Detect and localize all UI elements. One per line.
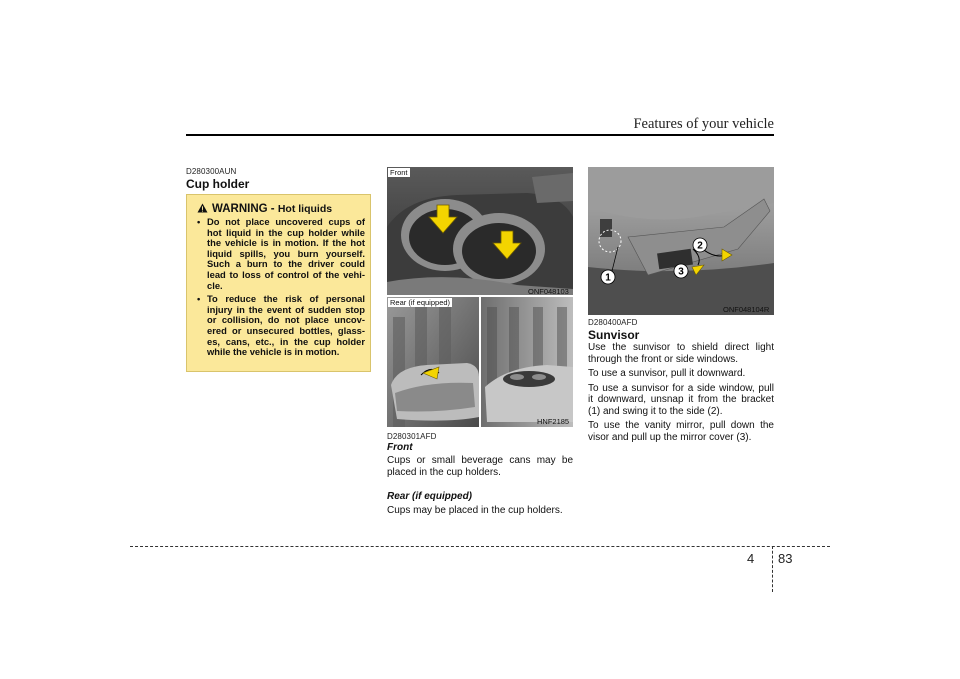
chapter-number: 4 <box>747 551 755 566</box>
front-subtitle: Front <box>387 442 413 453</box>
callout-1 <box>601 270 615 284</box>
sunvisor-body <box>588 342 774 443</box>
warning-list <box>195 217 365 361</box>
cup-text-code: D280301AFD <box>387 432 437 441</box>
callout-3 <box>674 264 688 278</box>
front-image-label: Front <box>390 168 408 177</box>
warning-dash: - <box>267 203 278 215</box>
warning-item: • To reduce the risk of personal injury in the event of sudden stop or collision, do not place uncov-ered or unsecured bottles, glass-es, cans, etc., in the cup holder while the vehicle is in motion. <box>197 293 365 358</box>
svg-text:3: 3 <box>678 266 684 278</box>
page-number: 83 <box>778 551 793 566</box>
rear-subtitle: Rear (if equipped) <box>387 491 473 502</box>
warning-label: WARNING <box>212 203 268 215</box>
svg-text:2: 2 <box>697 240 703 252</box>
footer-divider <box>772 546 773 592</box>
rear-body: Cups may be placed in the cup holders. <box>387 505 563 516</box>
sunvisor-illustration <box>588 167 774 315</box>
svg-text:1: 1 <box>605 272 611 284</box>
sunvisor-paragraph: To use the vanity mirror, pull down the visor and pull up the mirror cover (3). <box>588 420 774 443</box>
rear-image-label: Rear (if equipped) <box>390 298 451 307</box>
sunvisor-paragraph: Use the sunvisor to shield direct light through the front or side windows. <box>588 342 774 365</box>
warning-heading <box>197 203 332 215</box>
cup-holder-title: Cup holder <box>186 177 250 191</box>
callout-2 <box>693 238 707 252</box>
warning-subject: Hot liquids <box>277 203 333 215</box>
front-body: Cups or small beverage cans may be placed in the cup holders. <box>387 455 573 478</box>
sunvisor-paragraph: To use a sunvisor, pull it downward. <box>588 368 746 379</box>
footer-rule <box>130 546 830 547</box>
section-title: Features of your vehicle <box>633 116 774 132</box>
sunvisor-paragraph: To use a sunvisor for a side window, pull it downward, unsnap it from the bracket (1) and swing it to the side (2). <box>588 382 774 417</box>
cup-holder-illustration <box>387 167 573 427</box>
sunvisor-code: D280400AFD <box>588 318 638 327</box>
sunvisor-image-code: ONF048104R <box>723 305 770 314</box>
header-rule <box>186 134 774 136</box>
cup-holder-code: D280300AUN <box>186 167 237 176</box>
warning-box <box>186 194 371 372</box>
front-image-code: ONF048103 <box>528 287 569 296</box>
warning-triangle-icon <box>197 203 208 213</box>
sunvisor-title: Sunvisor <box>588 328 640 342</box>
rear-image-code: HNF2185 <box>537 417 570 426</box>
warning-item: • Do not place uncovered cups of hot liquid in the cup holder while the vehicle is in motion. If the hot liquid spills, you burn yourself. Such a burn to the driver could lead to loss of control of the vehi-cle. <box>197 216 365 291</box>
